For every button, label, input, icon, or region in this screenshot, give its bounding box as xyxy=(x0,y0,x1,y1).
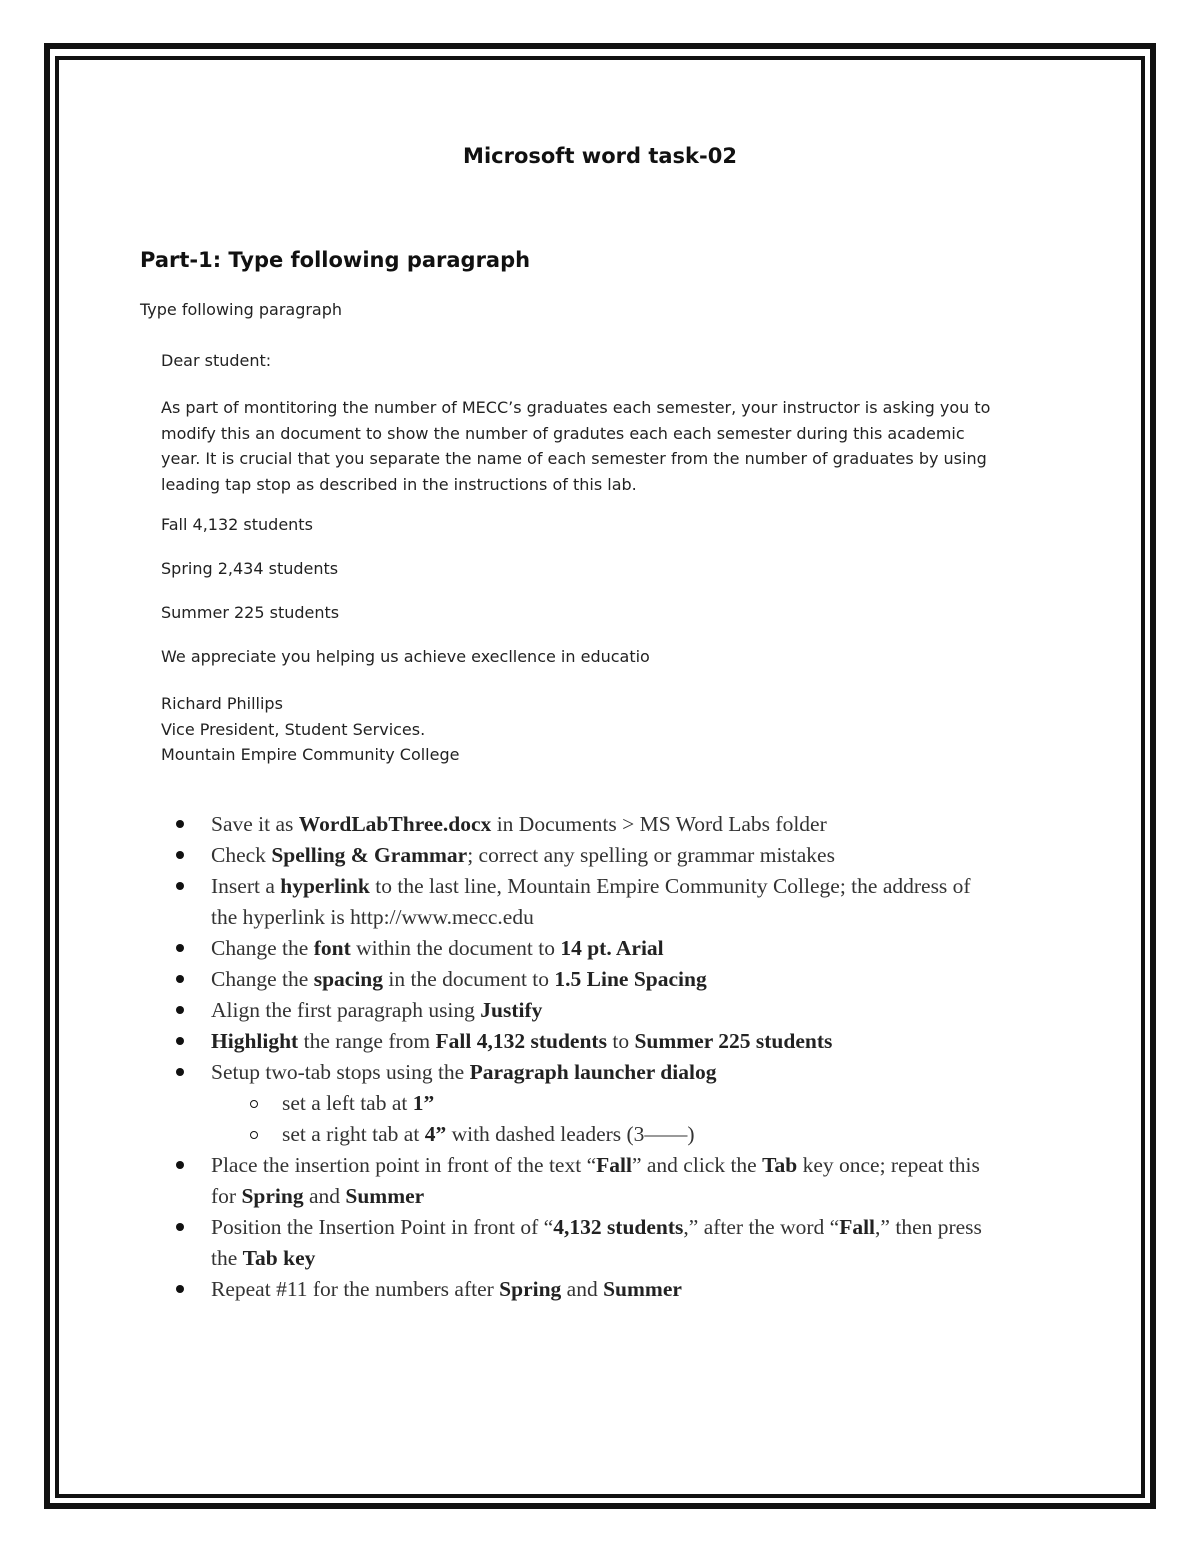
letter-body-line: leading tap stop as described in the instructions of this lab. xyxy=(161,474,637,494)
part-heading: Part-1: Type following paragraph xyxy=(140,248,531,272)
signature-name: Richard Phillips xyxy=(161,694,283,713)
stat-spring: Spring 2,434 students xyxy=(161,559,339,578)
signature-organization: Mountain Empire Community College xyxy=(161,745,460,764)
task-item: Repeat #11 for the numbers after Spring and Summer xyxy=(170,1274,1070,1305)
task-item: Align the first paragraph using Justify xyxy=(170,995,1070,1026)
letter-greeting: Dear student: xyxy=(161,351,272,370)
subtask-item: set a left tab at 1” xyxy=(170,1088,1070,1119)
letter-body-line: year. It is crucial that you separate the name of each semester from the number of graduates by using xyxy=(161,449,987,468)
task-item: Save it as WordLabThree.docx in Documents > MS Word Labs folder xyxy=(170,809,1070,840)
letter-body-line: modify this an document to show the number of gradutes each each semester during this academic xyxy=(161,423,965,443)
signature-title: Vice President, Student Services. xyxy=(161,719,426,739)
task-item: Place the insertion point in front of the text “Fall” and click the Tab key once; repeat this for Spring and Summer xyxy=(170,1150,1070,1212)
task-item: Setup two-tab stops using the Paragraph launcher dialog xyxy=(170,1057,1070,1088)
letter-body-paragraph xyxy=(161,395,1061,497)
instruction-subline: Type following paragraph xyxy=(140,300,343,319)
task-item: Highlight the range from Fall 4,132 students to Summer 225 students xyxy=(170,1026,1070,1057)
stat-summer: Summer 225 students xyxy=(161,603,340,622)
letter-closing: We appreciate you helping us achieve execllence in educatio xyxy=(161,647,650,666)
task-item: Insert a hyperlink to the last line, Mountain Empire Community College; the address of the hyperlink is http://www.mecc.edu xyxy=(170,871,1070,933)
task-list xyxy=(170,809,1070,1305)
stat-fall: Fall 4,132 students xyxy=(161,515,313,534)
document-title: Microsoft word task-02 xyxy=(463,144,737,168)
task-item: Change the spacing in the document to 1.5 Line Spacing xyxy=(170,964,1070,995)
subtask-item: set a right tab at 4” with dashed leaders (3——) xyxy=(170,1119,1070,1150)
letter-body-line: As part of montitoring the number of MECC’s graduates each semester, your instructor is asking you to xyxy=(161,398,991,417)
task-item: Change the font within the document to 14 pt. Arial xyxy=(170,933,1070,964)
task-item: Check Spelling & Grammar; correct any spelling or grammar mistakes xyxy=(170,840,1070,871)
task-item: Position the Insertion Point in front of “4,132 students,” after the word “Fall,” then press the Tab key xyxy=(170,1212,1070,1274)
signature-block xyxy=(161,691,459,768)
